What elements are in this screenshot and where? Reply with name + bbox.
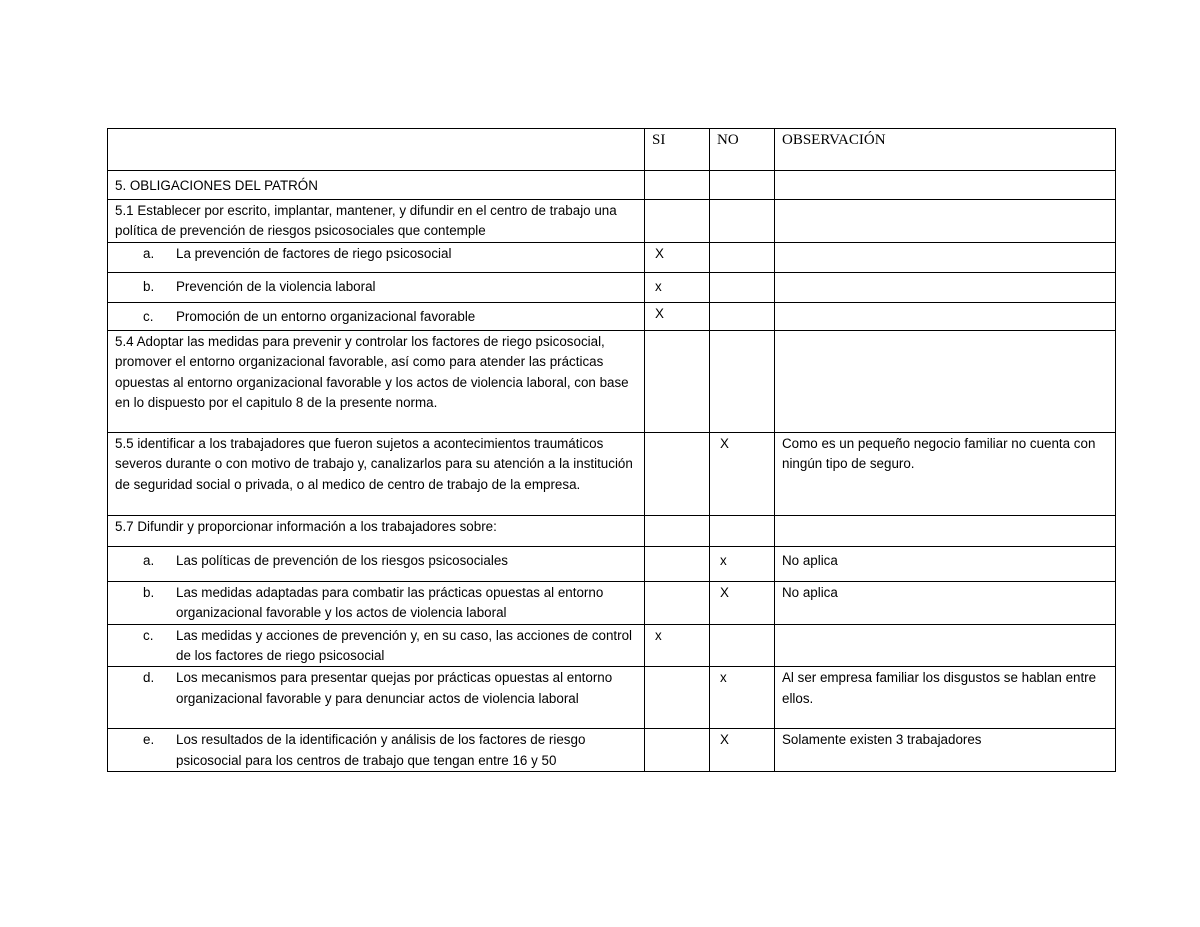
header-observacion: OBSERVACIÓN (775, 129, 1116, 171)
obs-cell (775, 515, 1116, 546)
no-mark: x (720, 552, 727, 568)
si-mark: x (655, 627, 662, 643)
no-cell (710, 515, 775, 546)
si-cell (645, 302, 710, 330)
item-cell (108, 272, 645, 302)
observation-text: No aplica (782, 584, 838, 600)
observation-text: Como es un pequeño negocio familiar no cuenta con ningún tipo de seguro. (782, 435, 1096, 472)
no-cell (710, 200, 775, 243)
item-letter: b. (143, 584, 155, 600)
table-row (108, 242, 1116, 272)
no-cell (710, 330, 775, 432)
header-no: NO (710, 129, 775, 171)
item-cell (108, 581, 645, 624)
item-text: Las políticas de prevención de los riesgos psicosociales (176, 552, 508, 568)
table-row (108, 330, 1116, 432)
item-cell (108, 546, 645, 581)
item-text: Las medidas adaptadas para combatir las prácticas opuestas al entorno organizacional favorable y los actos de violencia laboral (176, 584, 604, 621)
si-cell (645, 432, 710, 515)
si-cell (645, 581, 710, 624)
table-row (108, 581, 1116, 624)
table-row (108, 432, 1116, 515)
section-title-cell (108, 171, 645, 200)
item-cell (108, 330, 645, 432)
no-mark: X (720, 584, 729, 600)
table-row (108, 624, 1116, 667)
item-text: Los mecanismos para presentar quejas por prácticas opuestas al entorno organizacional favorable y para denunciar actos de violencia laboral (176, 670, 613, 706)
item-cell (108, 624, 645, 667)
obs-cell (775, 330, 1116, 432)
si-cell (645, 171, 710, 200)
item-cell (108, 729, 645, 772)
obs-cell (775, 302, 1116, 330)
si-cell (645, 667, 710, 729)
table-row (108, 546, 1116, 581)
item-letter: c. (143, 627, 154, 643)
item-text: 5.1 Establecer por escrito, implantar, mantener, y difundir en el centro de trabajo una política de prevención de riesgos psicosociales que contemple (115, 203, 617, 239)
header-item-cell (108, 129, 645, 171)
no-cell (710, 667, 775, 729)
item-text: Prevención de la violencia laboral (176, 278, 376, 294)
item-letter: a. (143, 552, 155, 568)
section-title: 5. OBLIGACIONES DEL PATRÓN (115, 178, 318, 193)
obs-cell (775, 667, 1116, 729)
item-letter: a. (143, 245, 155, 261)
obs-cell (775, 432, 1116, 515)
observation-text: No aplica (782, 552, 838, 568)
checklist-table (107, 128, 1116, 772)
item-text: 5.5 identificar a los trabajadores que fueron sujetos a acontecimientos traumáticos severos durante o con motivo de trabajo y, canalizarlos para su atención a la institución de seguridad social o privada, o al medico de centro de trabajo de la empresa. (115, 435, 633, 492)
si-mark: x (655, 278, 662, 294)
item-letter: d. (143, 670, 155, 686)
si-cell (645, 546, 710, 581)
obs-cell (775, 624, 1116, 667)
table-row (108, 515, 1116, 546)
item-letter: e. (143, 732, 155, 748)
table-row (108, 667, 1116, 729)
si-mark: X (655, 245, 664, 261)
no-mark: x (720, 670, 727, 686)
si-cell (645, 330, 710, 432)
no-cell (710, 729, 775, 772)
item-text: Las medidas y acciones de prevención y, en su caso, las acciones de control de los factores de riego psicosocial (176, 627, 633, 664)
item-text: Los resultados de la identificación y análisis de los factores de riesgo psicosocial para los centros de trabajo que tengan entre 16 y 50 (176, 732, 586, 768)
si-cell (645, 200, 710, 243)
observation-text: Solamente existen 3 trabajadores (782, 732, 982, 748)
obs-cell (775, 729, 1116, 772)
no-cell (710, 171, 775, 200)
item-cell (108, 667, 645, 729)
si-cell (645, 624, 710, 667)
no-mark: X (720, 732, 729, 748)
obs-cell (775, 272, 1116, 302)
item-letter: b. (143, 278, 155, 294)
item-cell (108, 242, 645, 272)
obs-cell (775, 171, 1116, 200)
table-row (108, 729, 1116, 772)
si-cell (645, 515, 710, 546)
table-row (108, 272, 1116, 302)
no-mark: X (720, 435, 729, 451)
item-cell (108, 432, 645, 515)
no-cell (710, 272, 775, 302)
table-header-row (108, 129, 1116, 171)
no-cell (710, 546, 775, 581)
item-cell (108, 515, 645, 546)
header-si: SI (645, 129, 710, 171)
no-cell (710, 581, 775, 624)
no-cell (710, 242, 775, 272)
si-cell (645, 729, 710, 772)
item-text: 5.7 Difundir y proporcionar información a los trabajadores sobre: (115, 518, 497, 534)
section-row (108, 171, 1116, 200)
obs-cell (775, 200, 1116, 243)
si-cell (645, 272, 710, 302)
obs-cell (775, 581, 1116, 624)
no-cell (710, 624, 775, 667)
obs-cell (775, 546, 1116, 581)
table-row (108, 302, 1116, 330)
item-text: La prevención de factores de riego psicosocial (176, 245, 452, 261)
table-row (108, 200, 1116, 243)
no-cell (710, 432, 775, 515)
observation-text: Al ser empresa familiar los disgustos se hablan entre ellos. (782, 670, 1097, 706)
item-text: 5.4 Adoptar las medidas para prevenir y controlar los factores de riego psicosocial, promover el entorno organizacional favorable, así como para atender las prácticas opuestas al entorno organizacional favorable y los actos de violencia laboral, con base en lo dispuesto por el capitulo 8 de la presente norma. (115, 333, 629, 411)
item-cell (108, 302, 645, 330)
obs-cell (775, 242, 1116, 272)
item-cell (108, 200, 645, 243)
item-text: Promoción de un entorno organizacional favorable (176, 308, 476, 324)
no-cell (710, 302, 775, 330)
si-cell (645, 242, 710, 272)
item-letter: c. (143, 308, 154, 324)
si-mark: X (655, 305, 664, 321)
